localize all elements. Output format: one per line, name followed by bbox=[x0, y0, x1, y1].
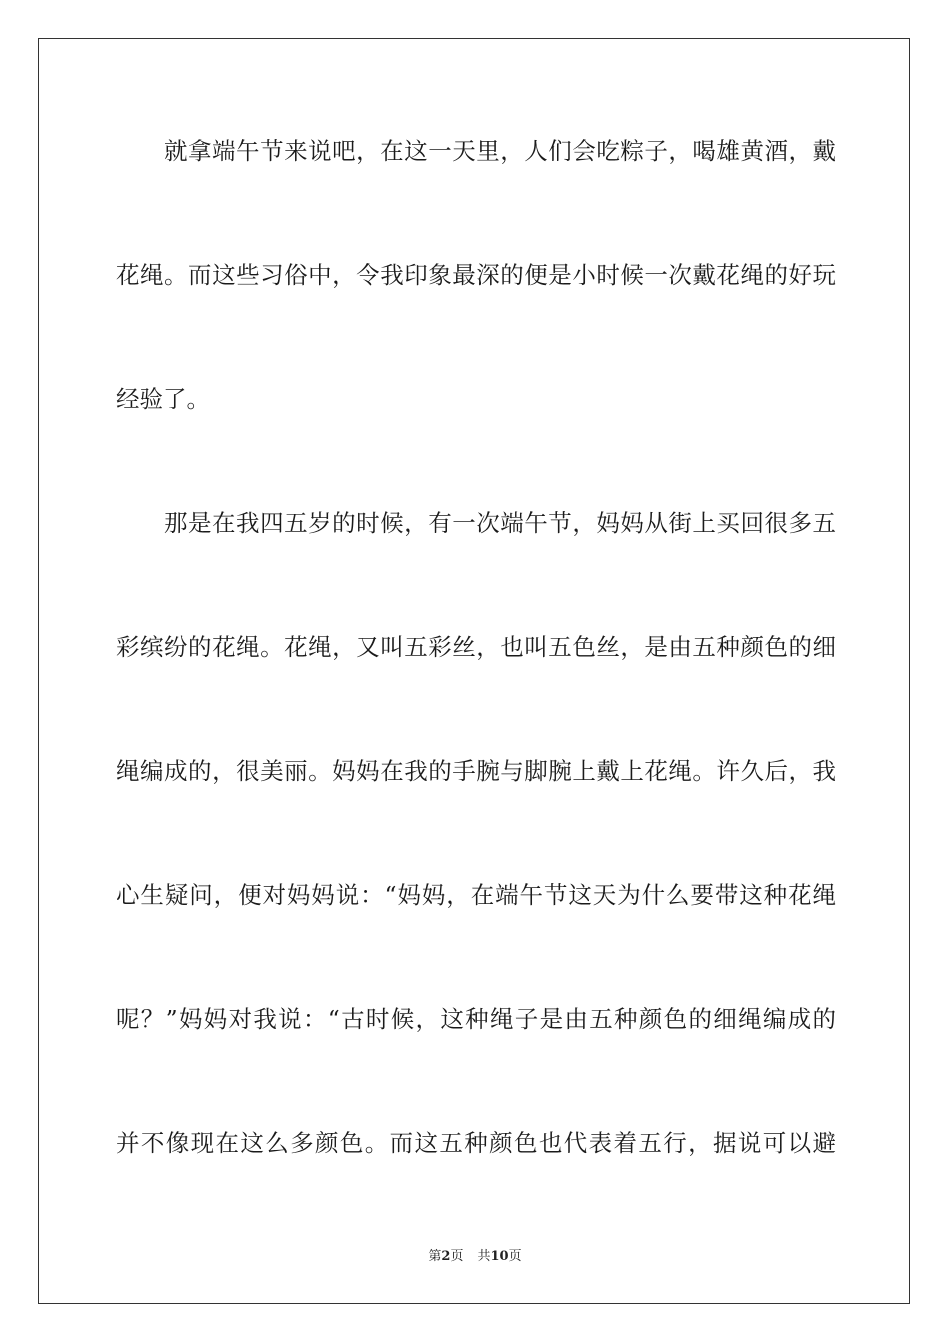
paragraph-2-line-3: 绳编成的，很美丽。妈妈在我的手腕与脚腕上戴上花绳。许久后，我 bbox=[116, 757, 836, 785]
paragraph-1-line-2: 花绳。而这些习俗中，令我印象最深的便是小时候一次戴花绳的好玩 bbox=[116, 261, 836, 289]
paragraph-2-line-5: 呢？”妈妈对我说：“古时候，这种绳子是由五种颜色的细绳编成的 bbox=[116, 1005, 836, 1033]
paragraph-2-line-1: 那是在我四五岁的时候，有一次端午节，妈妈从街上买回很多五 bbox=[164, 509, 836, 537]
page-border bbox=[38, 38, 910, 1304]
footer-page-suffix: 页 bbox=[450, 1249, 464, 1264]
footer-total-prefix: 共 bbox=[477, 1249, 491, 1264]
footer-total-pages: 10 bbox=[490, 1249, 509, 1264]
paragraph-1-line-3: 经验了。 bbox=[116, 385, 210, 413]
page-footer bbox=[0, 1248, 950, 1266]
paragraph-2-line-4: 心生疑问，便对妈妈说：“妈妈，在端午节这天为什么要带这种花绳 bbox=[116, 881, 836, 909]
footer-page-prefix: 第 bbox=[428, 1249, 442, 1264]
paragraph-2-line-2: 彩缤纷的花绳。花绳，又叫五彩丝，也叫五色丝，是由五种颜色的细 bbox=[116, 633, 836, 661]
footer-total-suffix: 页 bbox=[508, 1249, 522, 1264]
paragraph-1-line-1: 就拿端午节来说吧，在这一天里，人们会吃粽子，喝雄黄酒，戴 bbox=[164, 137, 836, 165]
paragraph-2-line-6: 并不像现在这么多颜色。而这五种颜色也代表着五行，据说可以避 bbox=[116, 1129, 836, 1157]
footer-page-number: 2 bbox=[441, 1249, 451, 1264]
